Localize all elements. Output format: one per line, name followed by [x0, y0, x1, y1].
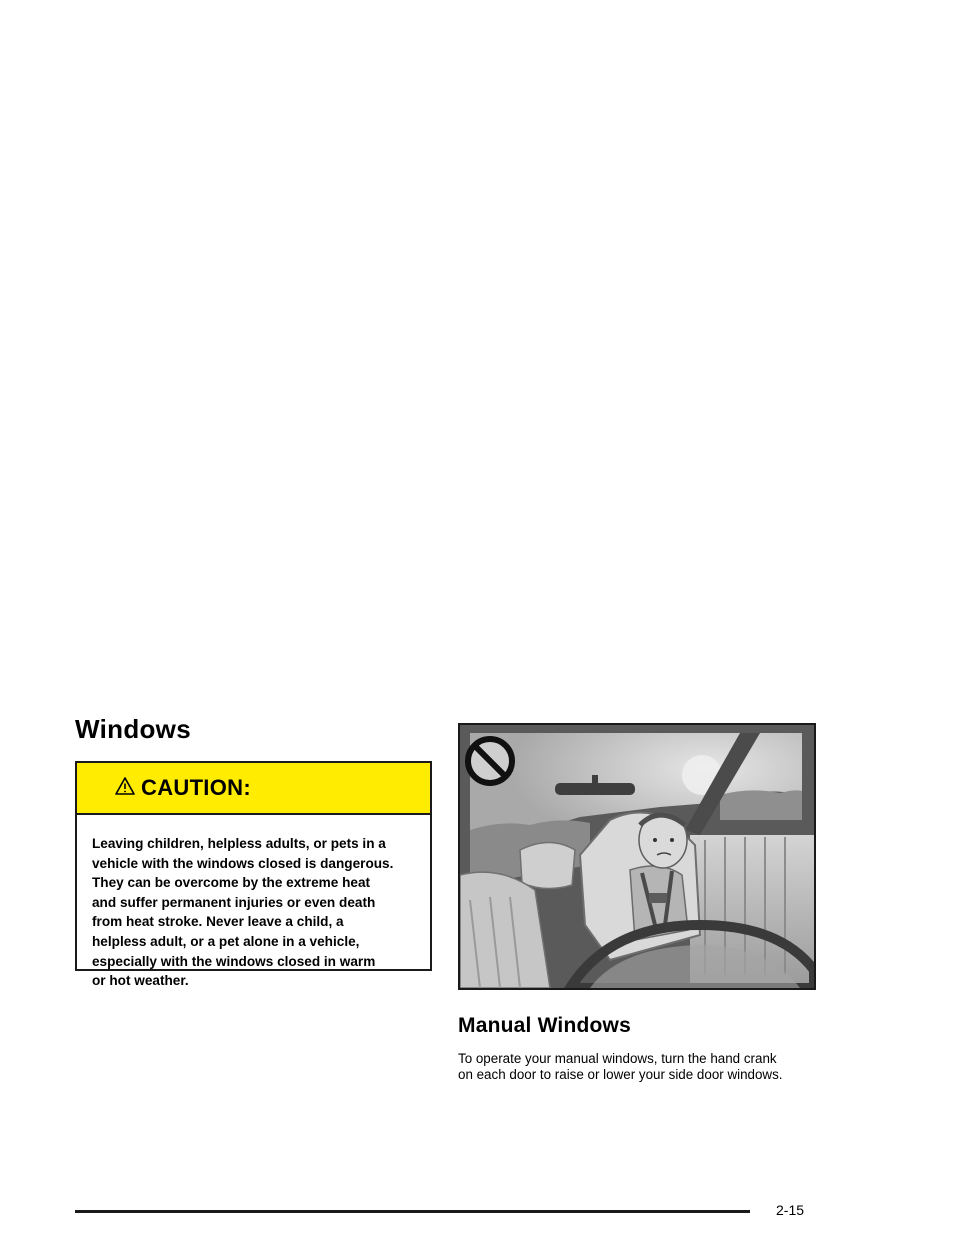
warning-triangle-icon	[115, 776, 135, 796]
no-symbol-icon	[468, 739, 512, 783]
section-heading-windows: Windows	[75, 714, 191, 744]
section-heading-manual-windows: Manual Windows	[458, 1014, 631, 1037]
caution-label: CAUTION:	[141, 775, 251, 800]
caution-header	[77, 763, 430, 815]
caution-text: Leaving children, helpless adults, or pets in a vehicle with the windows closed is dangerous. They can be overcome by the extreme heat and suffer permanent injuries or even death from heat stroke. Never leave a child, a helpless adult, or a pet alone in a vehicle, especially with the windows closed in warm or hot weather.	[92, 836, 394, 989]
child-in-car-illustration	[458, 723, 816, 990]
caution-box	[75, 761, 432, 989]
page-number: 2-15	[776, 1202, 805, 1218]
manual-windows-text: To operate your manual windows, turn the hand crank on each door to raise or lower your side door windows.	[458, 1051, 783, 1082]
footer-rule	[75, 1210, 750, 1213]
